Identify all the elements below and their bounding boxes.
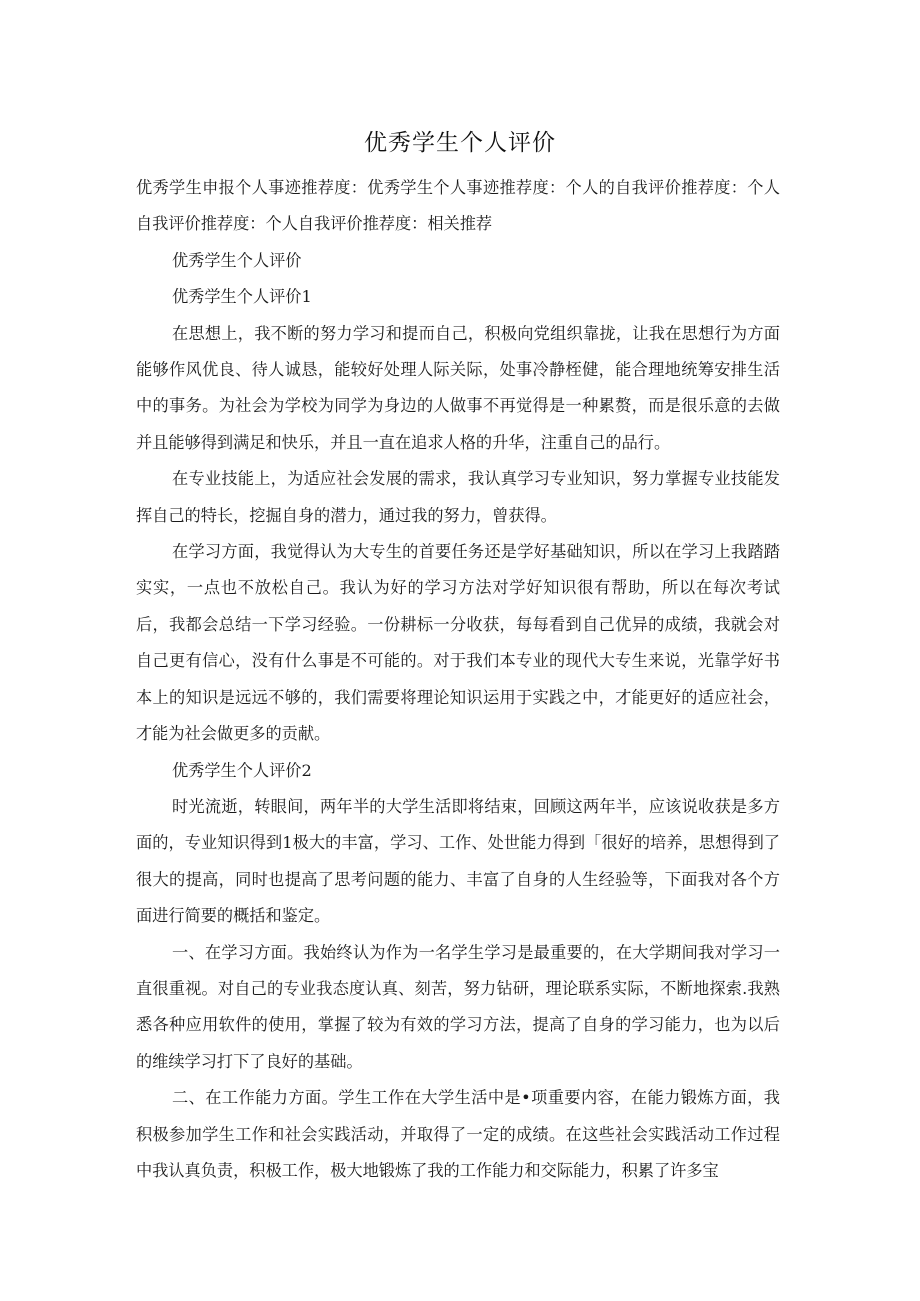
paragraph-skills: 在专业技能上，为适应社会发展的需求，我认真学习专业知识，努力掌握专业技能发挥自己的特长，挖掘自身的潜力，通过我的努力，曾获得。 xyxy=(136,469,780,525)
document-body xyxy=(136,170,780,1189)
document-title: 优秀学生个人评价 xyxy=(364,130,556,156)
paragraph-work-ability: 二、在工作能力方面。学生工作在大学生活中是•项重要内容，在能力锻炼方面，我积极参加学生工作和社会实践活动，并取得了一定的成绩。在这些社会实践活动工作过程中我认真负责，积极工作，极大地锻炼了我的工作能力和交际能力，积累了许多宝 xyxy=(136,1088,780,1180)
paragraph-recommendations: 优秀学生申报个人事迹推荐度：优秀学生个人事迹推荐度：个人的自我评价推荐度：个人自我评价推荐度：个人自我评价推荐度：相关推荐 xyxy=(136,178,780,234)
paragraph-learning-aspect: 一、在学习方面。我始终认为作为一名学生学习是最重要的，在大学期间我对学习一直很重视。对自己的专业我态度认真、刻苦，努力钻研，理论联系实际，不断地探索.我熟悉各种应用软件的使用，掌握了较为有效的学习方法，提高了自身的学习能力，也为以后的维续学习打下了良好的基础。 xyxy=(136,942,780,1071)
paragraph-review: 时光流逝，转眼间，两年半的大学生活即将结束，回顾这两年半，应该说收获是多方面的，专业知识得到1极大的丰富，学习、工作、处世能力得到「很好的培养，思想得到了很大的提高，同时也提高了思考问题的能力、丰富了自身的人生经验等，下面我对各个方面进行简要的概括和鉴定。 xyxy=(136,796,780,926)
section-heading-1: 优秀学生个人评价1 xyxy=(172,287,312,307)
section-heading: 优秀学生个人评价 xyxy=(172,250,302,270)
paragraph-study: 在学习方面，我觉得认为大专生的首要任务还是学好基础知识，所以在学习上我踏踏实实，一点也不放松自己。我认为好的学习方法对学好知识很有帮助，所以在每次考试后，我都会总结一下学习经验。一份耕标一分收获，每每看到自己优异的成绩，我就会对自己更有信心，没有什么事是不可能的。对于我们本专业的现代大专生来说，光靠学好书本上的知识是远远不够的，我们需要将理论知识运用于实践之中，才能更好的适应社会，才能为社会做更多的贡献。 xyxy=(136,542,780,744)
paragraph-thought: 在思想上，我不断的努力学习和提而自己，积极向党组织靠拢，让我在思想行为方面能够作风优良、待人诚恳，能较好处理人际关际，处事冷静桎健，能合理地统筹安排生活中的事务。为社会为学校为同学为身边的人做事不再觉得是一种累赘，而是很乐意的去做并且能够得到满足和快乐，并且一直在追求人格的升华，注重自己的品行。 xyxy=(136,323,780,452)
section-heading-2: 优秀学生个人评价2 xyxy=(172,760,312,780)
